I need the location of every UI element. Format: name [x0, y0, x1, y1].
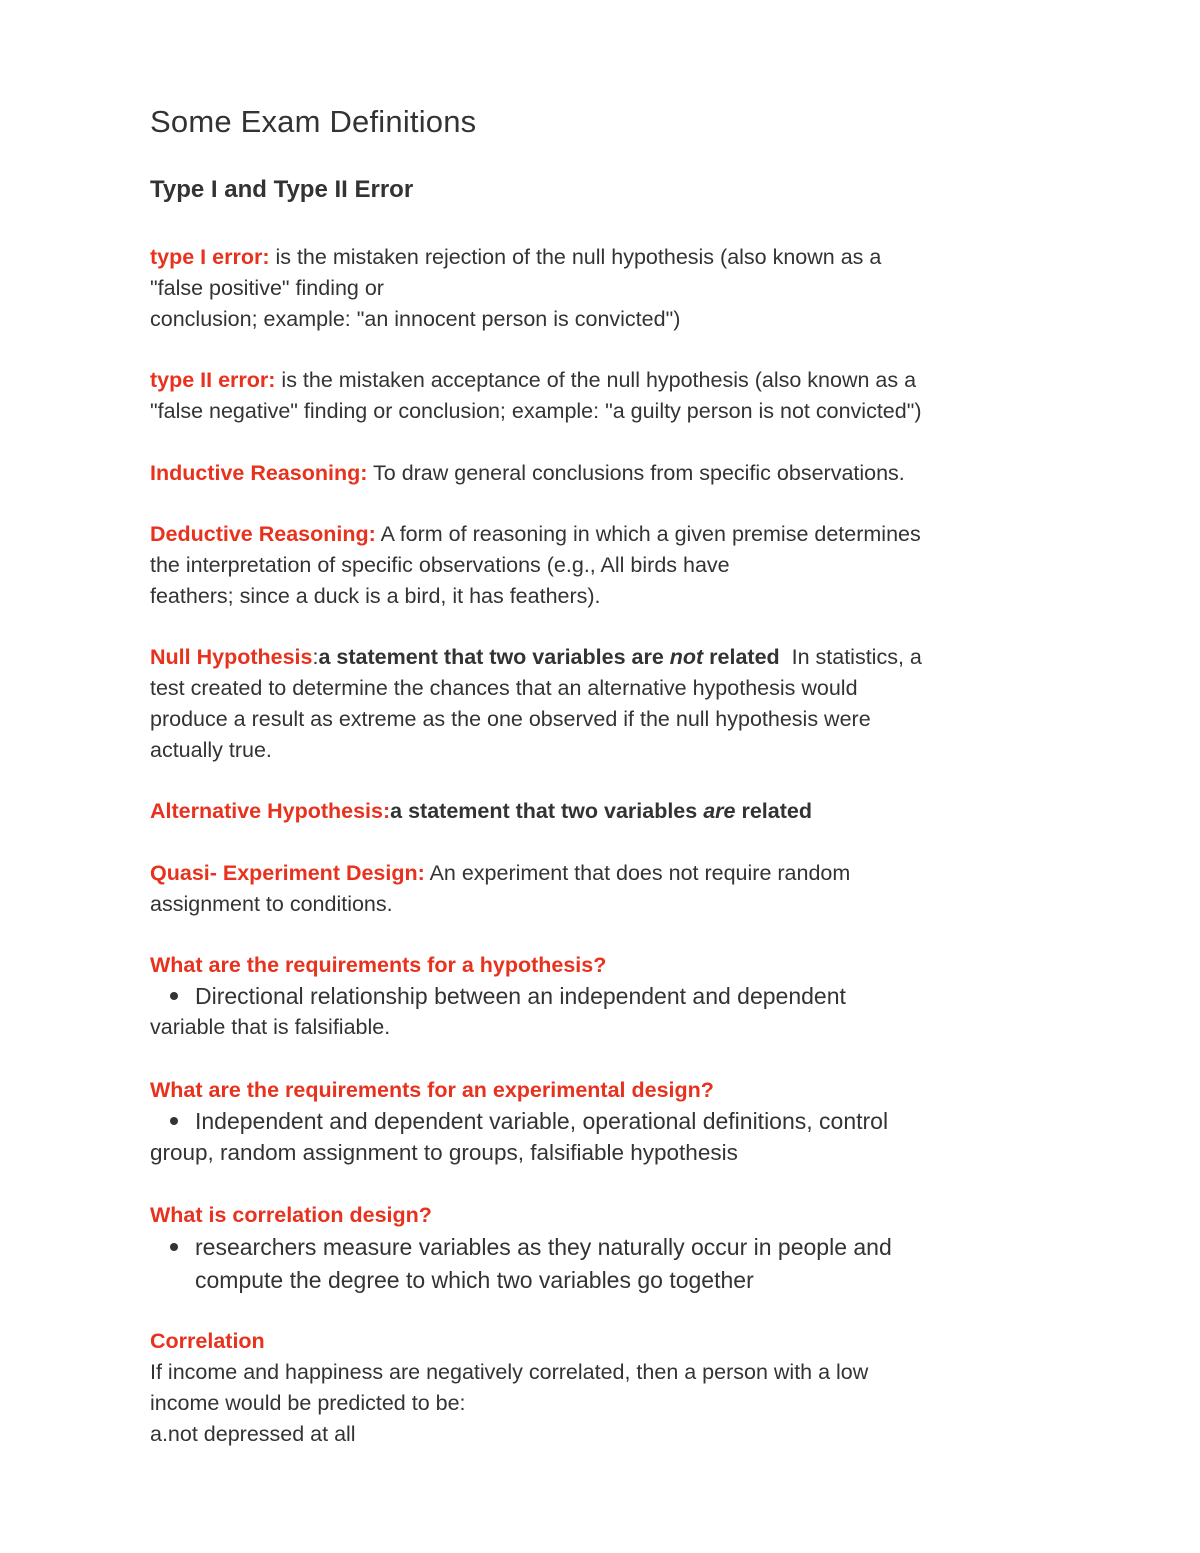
definition-term: type I error: [150, 245, 270, 269]
definition-text: test created to determine the chances that an alternative hypothesis would [150, 676, 858, 700]
definition-deductive-reasoning [150, 519, 1060, 612]
definition-term: Alternative Hypothesis: [150, 799, 391, 823]
definition-inductive-reasoning [150, 458, 1060, 489]
question-heading: What is correlation design? [150, 1203, 432, 1227]
definition-text: is the mistaken acceptance of the null hypothesis (also known as a [275, 368, 917, 392]
section-title: Type I and Type II Error [150, 176, 414, 203]
question-heading: What are the requirements for a hypothesis? [150, 953, 607, 977]
bullet-item [150, 981, 1060, 1012]
bullet-text: Independent and dependent variable, operational definitions, control [195, 1108, 889, 1134]
definition-colon: : [312, 645, 319, 669]
definition-type-2-error [150, 365, 1060, 427]
definition-text: A form of reasoning in which a given premise determines [375, 522, 921, 546]
definition-text: the interpretation of specific observations (e.g., All birds have [150, 553, 730, 577]
bullet-continuation-text: compute the degree to which two variables go together [195, 1267, 754, 1293]
document-title: Some Exam Definitions [150, 104, 477, 139]
definition-term: Quasi- Experiment Design: [150, 861, 425, 885]
definition-term: Inductive Reasoning: [150, 461, 368, 485]
definition-bold-text: a statement that two variables [390, 799, 704, 823]
bullet-text: researchers measure variables as they naturally occur in people and [195, 1234, 892, 1260]
definition-text: feathers; since a duck is a bird, it has feathers). [150, 584, 601, 608]
definition-line [150, 242, 1060, 273]
definition-term: Null Hypothesis [150, 645, 313, 669]
definition-text: is the mistaken rejection of the null hypothesis (also known as a [269, 245, 882, 269]
question-heading: Correlation [150, 1329, 265, 1353]
definition-text: "false negative" finding or conclusion; example: "a guilty person is not convicted") [150, 399, 922, 423]
definition-text: "false positive" finding or [150, 276, 384, 300]
question-text: income would be predicted to be: [150, 1391, 466, 1415]
definition-bold-text: a statement that two variables are [318, 645, 670, 669]
question-correlation [150, 1326, 1060, 1450]
question-requirements-experimental-design [150, 1075, 1060, 1168]
bullet-dot-icon [170, 1117, 178, 1125]
definition-null-hypothesis [150, 642, 1060, 766]
definition-line [150, 458, 1060, 489]
question-requirements-hypothesis [150, 950, 1060, 1043]
definition-text: To draw general conclusions from specific observations. [367, 461, 905, 485]
answer-option: a.not depressed at all [150, 1422, 356, 1446]
bullet-continuation-text: variable that is falsifiable. [150, 1015, 391, 1039]
bullet-dot-icon [170, 1243, 178, 1251]
definition-term: type II error: [150, 368, 276, 392]
definition-line [150, 858, 1060, 889]
definition-text: An experiment that does not require random [424, 861, 851, 885]
definition-alternative-hypothesis [150, 796, 1060, 827]
definition-text: assignment to conditions. [150, 892, 393, 916]
definition-line [150, 365, 1060, 396]
definition-quasi-experiment [150, 858, 1060, 920]
definition-line [150, 519, 1060, 550]
definition-type-1-error [150, 242, 1060, 335]
definition-term: Deductive Reasoning: [150, 522, 376, 546]
question-heading: What are the requirements for an experimental design? [150, 1078, 714, 1102]
definition-bold-italic-text: are [703, 799, 736, 823]
bullet-dot-icon [170, 992, 178, 1000]
definition-line [150, 796, 1060, 827]
bullet-text: Directional relationship between an independent and dependent [195, 983, 846, 1009]
bullet-item [150, 1106, 1060, 1137]
bullet-continuation-text: group, random assignment to groups, falsifiable hypothesis [150, 1140, 738, 1165]
question-correlation-design [150, 1200, 1060, 1297]
bullet-item [150, 1231, 1060, 1264]
question-text: If income and happiness are negatively correlated, then a person with a low [150, 1360, 869, 1384]
definition-text: In statistics, a [779, 645, 922, 669]
definition-text: actually true. [150, 738, 272, 762]
definition-bold-italic-text: not [669, 645, 704, 669]
definition-text: conclusion; example: "an innocent person is convicted") [150, 307, 681, 331]
definition-line [150, 642, 1060, 673]
definition-text: produce a result as extreme as the one observed if the null hypothesis were [150, 707, 871, 731]
definition-bold-text: related [735, 799, 812, 823]
definition-bold-text: related [703, 645, 780, 669]
